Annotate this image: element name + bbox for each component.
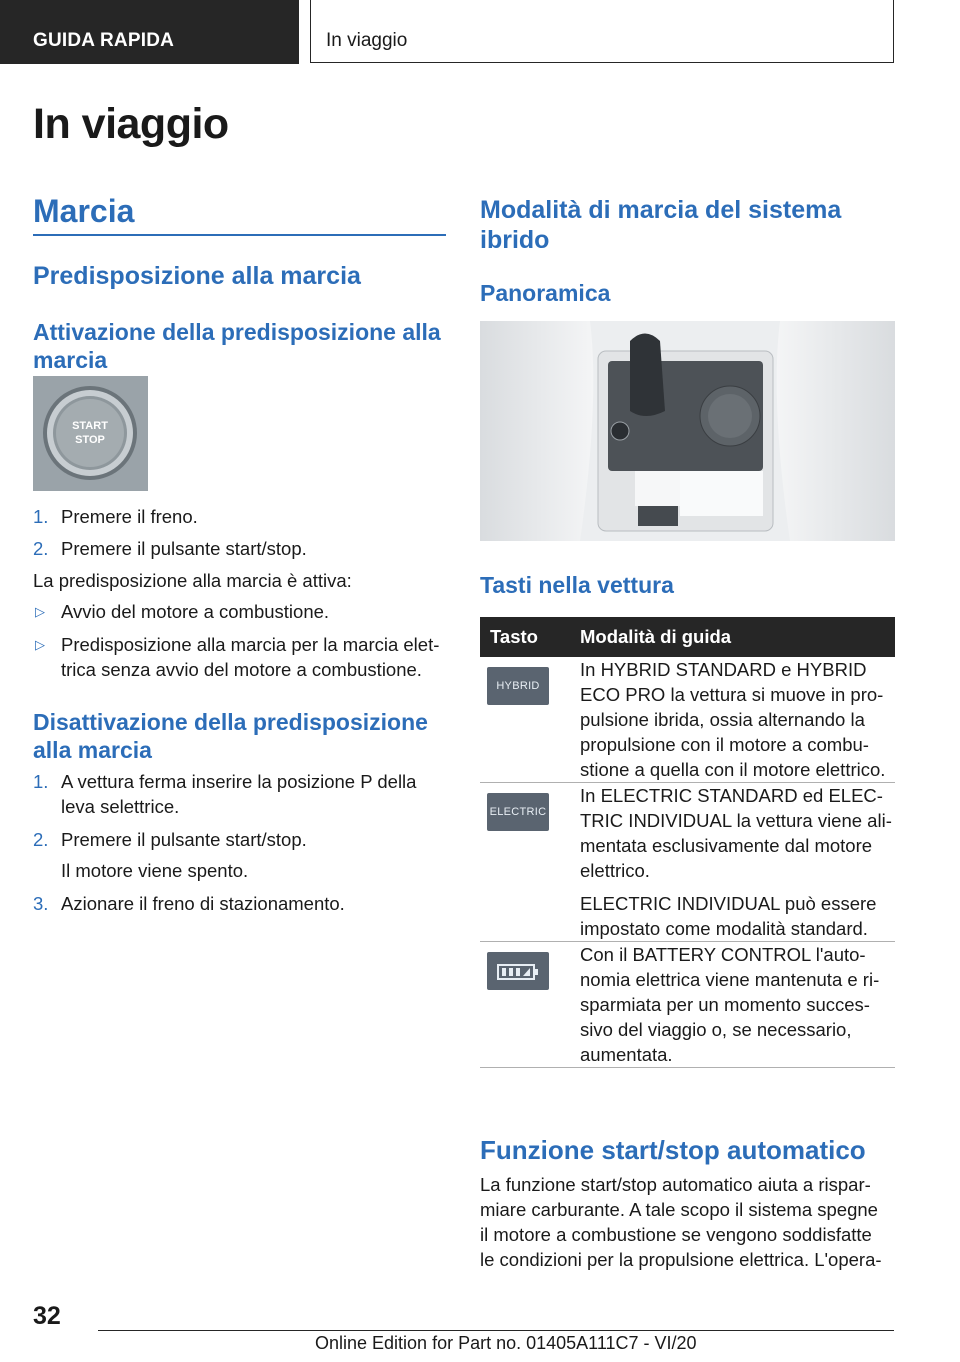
step-number: 1. <box>33 771 49 792</box>
bullet-text: Predisposizione alla marcia per la marcia elet- <box>61 634 440 655</box>
autostop-text: il motore a combustione se vengono soddisfatte <box>480 1224 872 1245</box>
column-header-mode: Modalità di guida <box>580 617 895 657</box>
table-row <box>480 657 895 783</box>
column-header-key: Tasto <box>480 617 580 657</box>
start-stop-button-image <box>33 376 148 491</box>
autostop-text: miare carburante. A tale scopo il sistema spegne <box>480 1199 878 1220</box>
hybrid-key-button: HYBRID <box>487 667 549 705</box>
header-chapter-tab <box>310 0 894 63</box>
step-text: Premere il pulsante start/stop. <box>61 538 307 559</box>
stop-label: STOP <box>75 434 105 446</box>
bullet-text: trica senza avvio del motore a combustione. <box>61 659 422 680</box>
page-number: 32 <box>33 1302 61 1330</box>
footer-rule <box>98 1330 894 1331</box>
step-number: 2. <box>33 829 49 850</box>
mode-description: In ELECTRIC STANDARD ed ELEC-TRIC INDIVIDUAL la vettura viene ali-mentata esclusivamente dal motore elettrico. <box>580 785 892 881</box>
footer-edition: Online Edition for Part no. 01405A111C7 - VI/20 <box>315 1333 697 1353</box>
active-intro: La predisposizione alla marcia è attiva: <box>33 570 352 591</box>
bullet-triangle-icon: ▷ <box>35 637 45 652</box>
step-text: Premere il pulsante start/stop. <box>61 829 307 850</box>
heading-start-stop: Funzione start/stop automatico <box>480 1135 866 1165</box>
driving-modes-table <box>480 617 895 1068</box>
mode-description: Con il BATTERY CONTROL l'auto-nomia elettrica viene mantenuta e ri-sparmiata per un momento succes-sivo del viaggio o, se necessario, aumentata. <box>580 944 880 1065</box>
heading-marcia: Marcia <box>33 193 135 229</box>
header-chapter-label: In viaggio <box>326 30 408 51</box>
step-number: 1. <box>33 506 49 527</box>
heading-predisposizione: Predisposizione alla marcia <box>33 262 361 290</box>
step-text: leva selettrice. <box>61 796 180 817</box>
step-text: Il motore viene spento. <box>61 860 249 881</box>
heading-tasti: Tasti nella vettura <box>480 572 674 598</box>
step-number: 3. <box>33 893 49 914</box>
heading-panoramica: Panoramica <box>480 280 611 306</box>
bullet-text: Avvio del motore a combustione. <box>61 601 330 622</box>
header-section-tab <box>0 0 299 64</box>
step-number: 2. <box>33 538 49 559</box>
table-row <box>480 783 895 942</box>
page-title: In viaggio <box>33 100 229 148</box>
electric-key-button: ELECTRIC <box>487 793 549 831</box>
center-console-image <box>480 321 895 541</box>
heading-disattivazione: Disattivazione della predisposizione alla marcia <box>33 709 428 763</box>
heading-attivazione: Attivazione della predisposizione alla marcia <box>33 319 441 373</box>
header-section-label: GUIDA RAPIDA <box>33 30 175 51</box>
mode-description: In HYBRID STANDARD e HYBRID ECO PRO la vettura si muove in pro-pulsione ibrida, ossia alternando la propulsione con il motore a combu-stione a quella con il motore elettrico. <box>580 659 886 780</box>
table-row <box>480 942 895 1068</box>
heading-rule <box>33 234 446 236</box>
autostop-text: La funzione start/stop automatico aiuta a rispar- <box>480 1174 871 1195</box>
step-text: A vettura ferma inserire la posizione P della <box>61 771 417 792</box>
battery-control-icon <box>496 960 540 982</box>
start-label: START <box>72 420 108 432</box>
heading-modalita: Modalità di marcia del sistema ibrido <box>480 196 842 254</box>
mode-description: ELECTRIC INDIVIDUAL può essere impostato come modalità standard. <box>580 893 877 939</box>
step-text: Premere il freno. <box>61 506 198 527</box>
step-text: Azionare il freno di stazionamento. <box>61 893 345 914</box>
bullet-triangle-icon: ▷ <box>35 604 45 619</box>
battery-control-key-button <box>487 952 549 990</box>
autostop-text: le condizioni per la propulsione elettrica. L'opera- <box>480 1249 882 1270</box>
